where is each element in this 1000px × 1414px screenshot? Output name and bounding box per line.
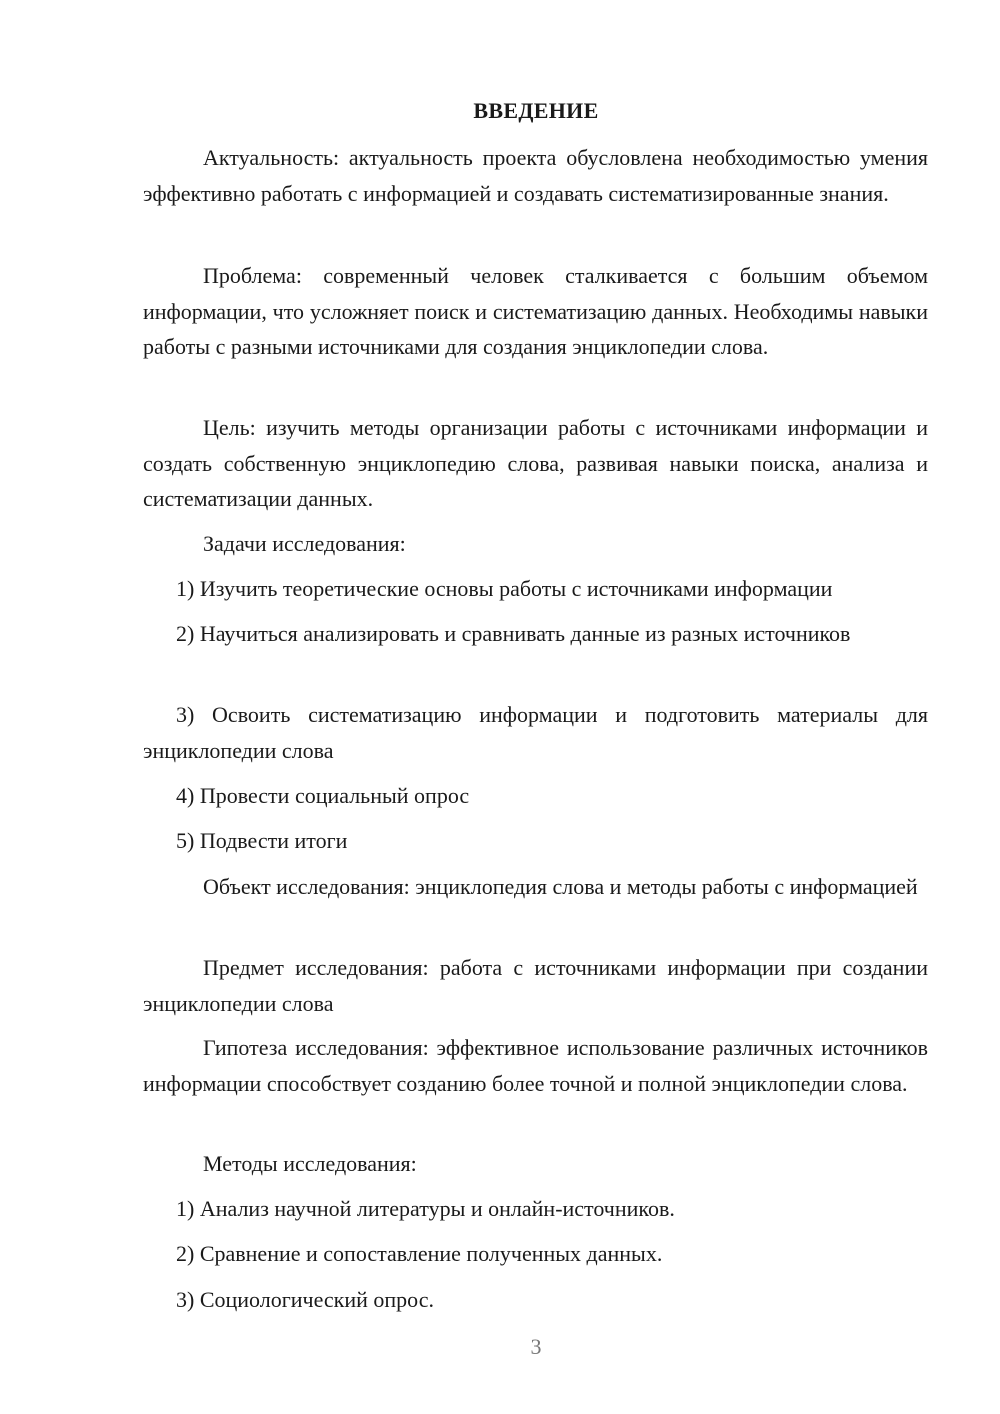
paragraph-problem: Проблема: современный человек сталкивается с большим объемом информации, что усложняет поиск и систематизацию данных. Необходимы навыки работы с разными источниками для создания энциклопедии слова. <box>143 263 928 359</box>
method-item: 2) Сравнение и сопоставление полученных данных. <box>176 1241 663 1266</box>
paragraph-object: Объект исследования: энциклопедия слова и методы работы с информацией <box>203 874 918 899</box>
section-title: ВВЕДЕНИЕ <box>473 98 599 123</box>
task-item: 4) Провести социальный опрос <box>176 783 470 808</box>
task-item: 5) Подвести итоги <box>176 828 348 853</box>
paragraph-relevance: Актуальность: актуальность проекта обусловлена необходимостью умения эффективно работать с информацией и создавать систематизированные знания. <box>143 145 928 206</box>
page-number: 3 <box>530 1334 542 1359</box>
method-item: 3) Социологический опрос. <box>176 1287 434 1312</box>
tasks-heading: Задачи исследования: <box>203 531 406 556</box>
paragraph-subject: Предмет исследования: работа с источниками информации при создании энциклопедии слова <box>143 955 928 1016</box>
task-item: 2) Научиться анализировать и сравнивать данные из разных источников <box>176 621 851 646</box>
task-item: 1) Изучить теоретические основы работы с источниками информации <box>176 576 833 601</box>
paragraph-goal: Цель: изучить методы организации работы с источниками информации и создать собственную энциклопедию слова, развивая навыки поиска, анализа и систематизации данных. <box>143 415 928 511</box>
method-item: 1) Анализ научной литературы и онлайн-источников. <box>176 1196 675 1221</box>
methods-heading: Методы исследования: <box>203 1151 417 1176</box>
paragraph-hypothesis: Гипотеза исследования: эффективное использование различных источников информации способствует созданию более точной и полной энциклопедии слова. <box>143 1035 928 1096</box>
task-item: 3) Освоить систематизацию информации и подготовить материалы для энциклопедии слова <box>143 702 928 763</box>
